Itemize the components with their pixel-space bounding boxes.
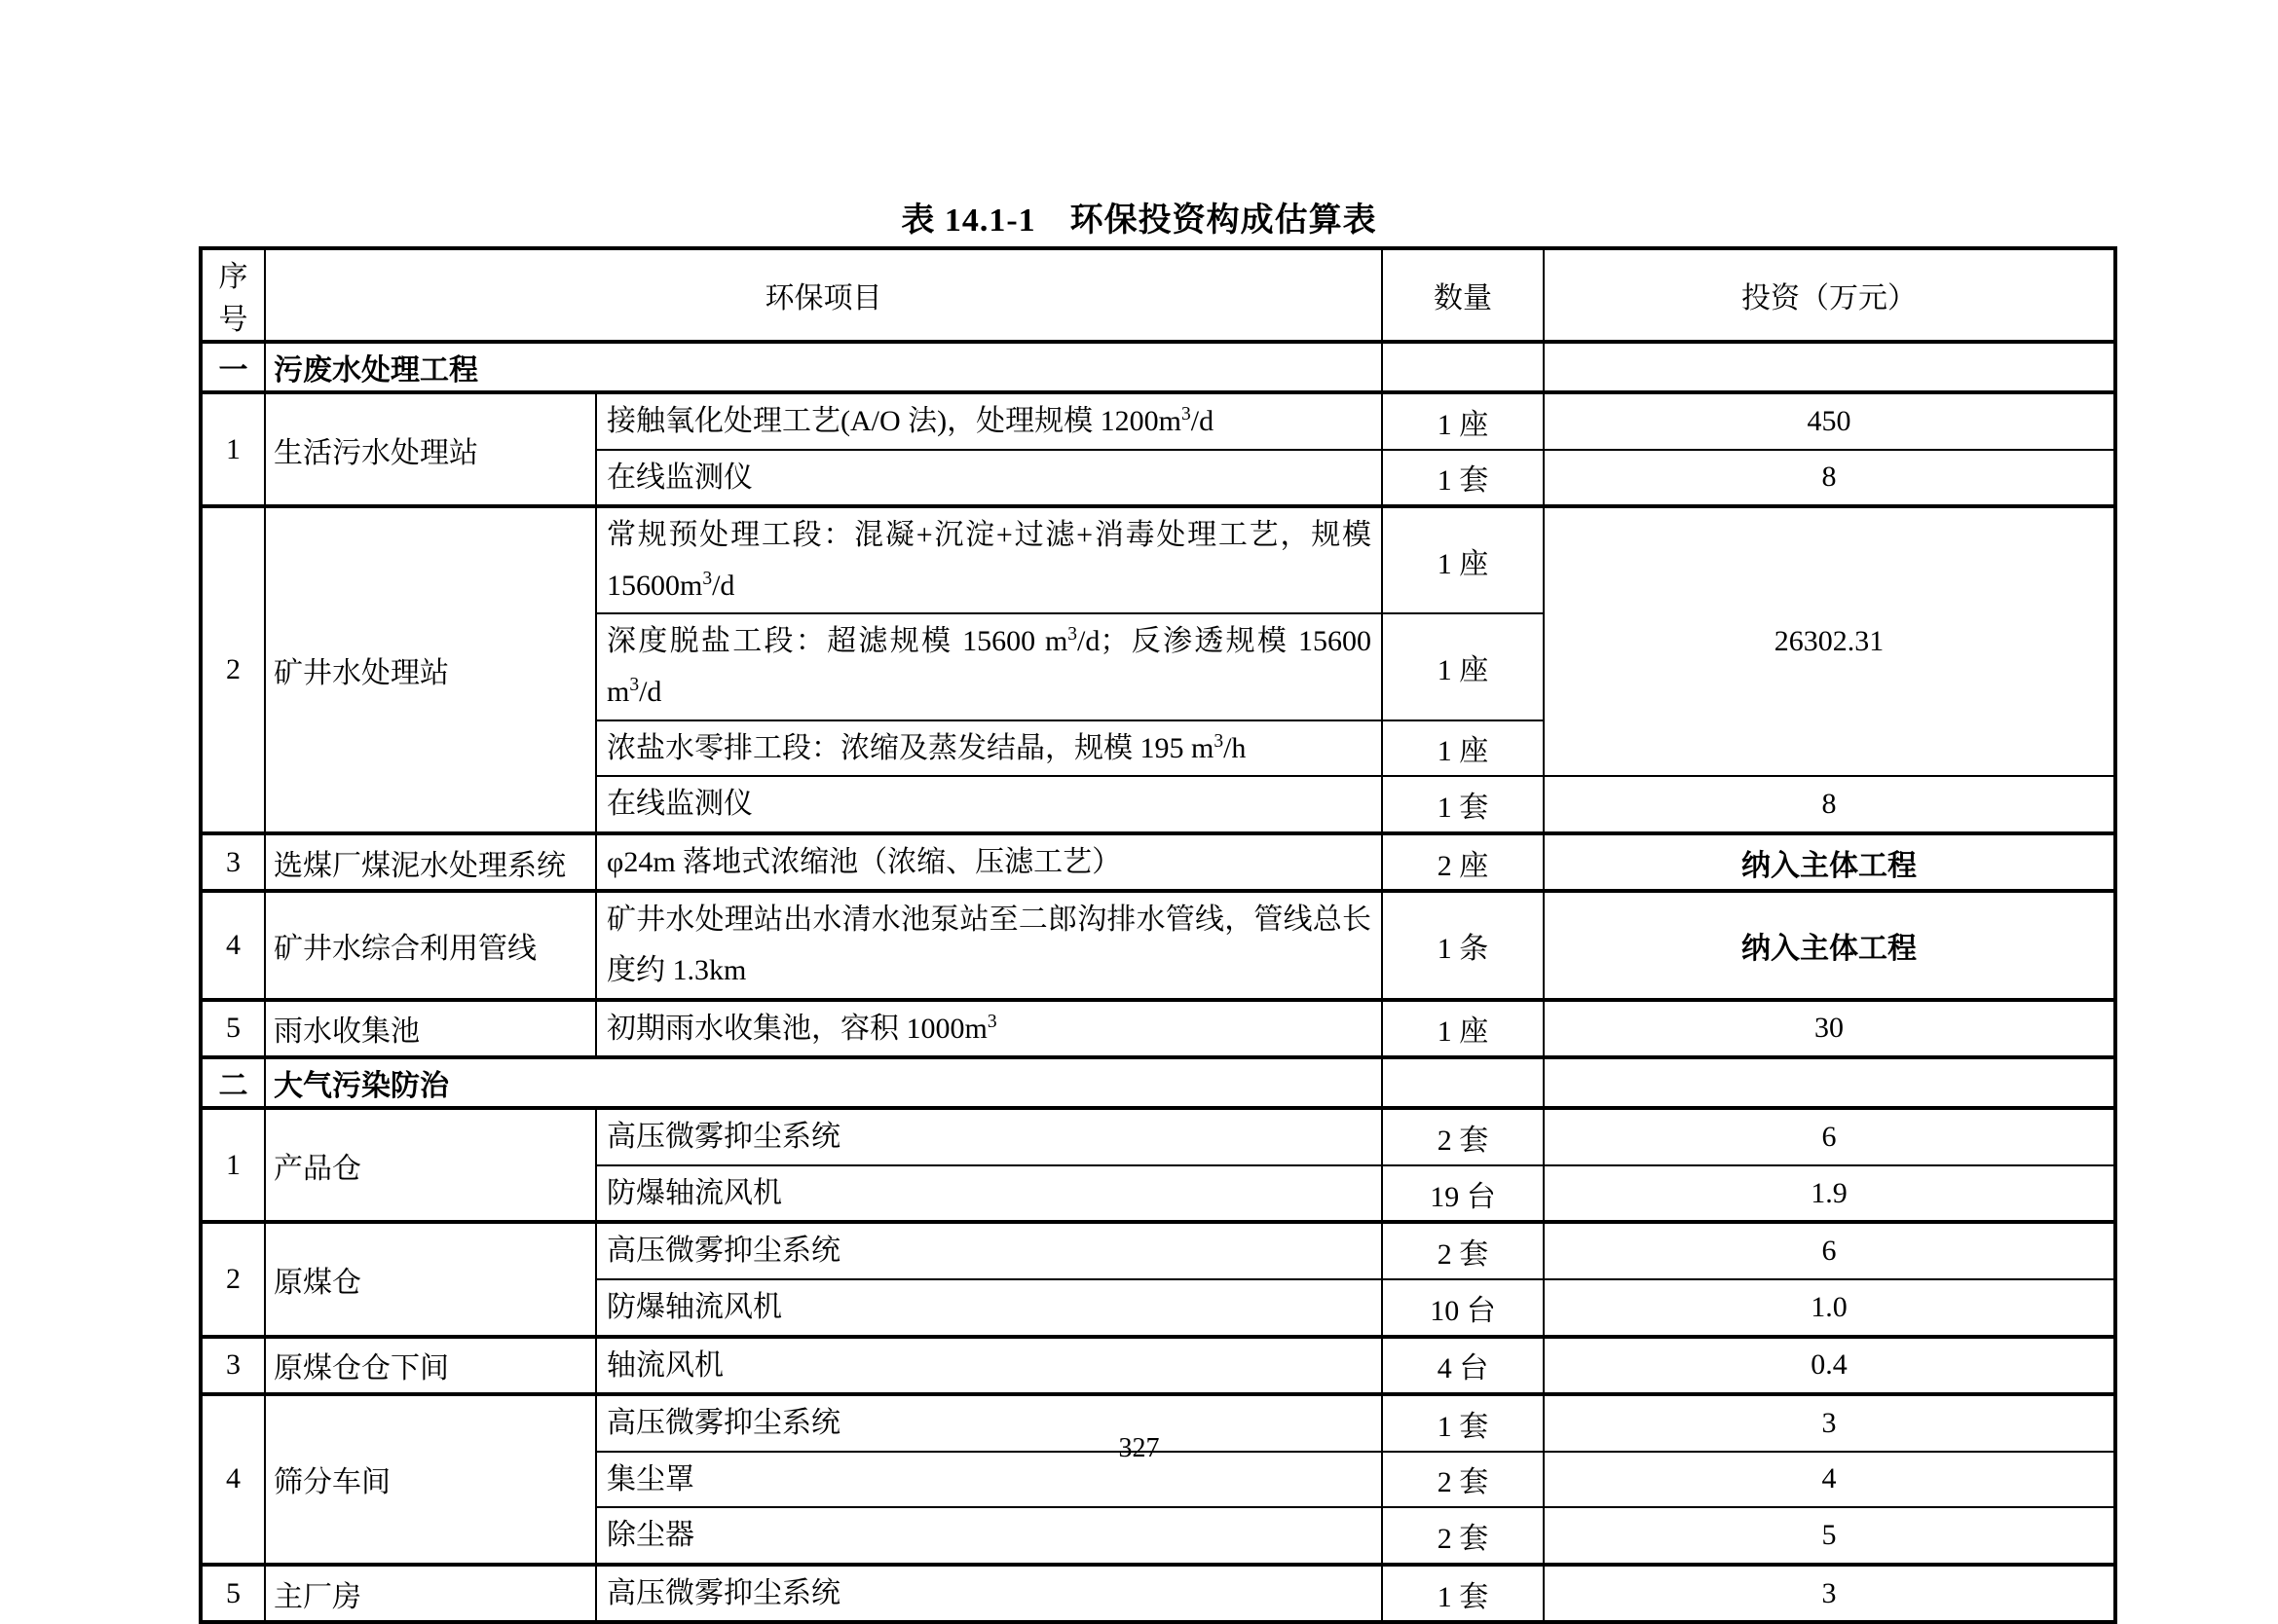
- cell-desc: 高压微雾抑尘系统: [596, 1222, 1382, 1279]
- cell-desc: 轴流风机: [596, 1337, 1382, 1395]
- cell-qty: 1 座: [1382, 613, 1544, 720]
- cell-section-title: 污废水处理工程: [265, 342, 1382, 392]
- cell-qty: 2 套: [1382, 1108, 1544, 1165]
- cell-desc: φ24m 落地式浓缩池（浓缩、压滤工艺）: [596, 833, 1382, 892]
- cell-desc: 常规预处理工段：混凝+沉淀+过滤+消毒处理工艺，规模 $15600m^3/d$: [596, 506, 1382, 613]
- cell-qty: 1 条: [1382, 891, 1544, 999]
- cell-qty: 4 台: [1382, 1337, 1544, 1395]
- header-quantity: 数量: [1382, 248, 1544, 342]
- cell-item-no: 4: [201, 1394, 265, 1565]
- cell-qty: 1 座: [1382, 506, 1544, 613]
- cell-item-name: 产品仓: [265, 1108, 596, 1222]
- cell-investment: 1.9: [1544, 1165, 2115, 1223]
- section-row: [201, 1057, 2115, 1108]
- header-investment: 投资（万元）: [1544, 248, 2115, 342]
- section-row: [201, 342, 2115, 392]
- cell-item-name: 矿井水综合利用管线: [265, 891, 596, 999]
- cell-investment: 3: [1544, 1565, 2115, 1623]
- cell-desc: 在线监测仪: [596, 450, 1382, 507]
- cell-qty: 1 套: [1382, 1394, 1544, 1452]
- cell-desc: 在线监测仪: [596, 776, 1382, 833]
- cell-investment: 4: [1544, 1452, 2115, 1508]
- table-row: [201, 1337, 2115, 1395]
- cell-investment: 30: [1544, 1000, 2115, 1058]
- cell-item-name: 雨水收集池: [265, 1000, 596, 1058]
- cell-investment: 450: [1544, 392, 2115, 450]
- table-row: [201, 1222, 2115, 1279]
- cell-desc: 除尘器: [596, 1507, 1382, 1565]
- cell-qty: 2 座: [1382, 833, 1544, 892]
- cell-item-name: 生活污水处理站: [265, 392, 596, 506]
- cell-desc: 高压微雾抑尘系统: [596, 1565, 1382, 1623]
- cell-item-name: 主厂房: [265, 1565, 596, 1623]
- cell-investment-empty: [1544, 1057, 2115, 1108]
- cell-qty: 1 套: [1382, 1565, 1544, 1623]
- cell-item-no: 3: [201, 1337, 265, 1395]
- cell-investment: 0.4: [1544, 1337, 2115, 1395]
- cell-qty: 19 台: [1382, 1165, 1544, 1223]
- cell-qty-empty: [1382, 342, 1544, 392]
- cell-qty: 2 套: [1382, 1452, 1544, 1508]
- cell-item-name: 原煤仓: [265, 1222, 596, 1336]
- cell-desc: 接触氧化处理工艺(A/O 法)，处理规模 $1200m^3/d$: [596, 392, 1382, 450]
- cell-desc: 浓盐水零排工段：浓缩及蒸发结晶，规模 195 $m^3/h$: [596, 720, 1382, 777]
- cell-qty: 1 座: [1382, 720, 1544, 777]
- table-row: [201, 392, 2115, 450]
- table-row: [201, 1108, 2115, 1165]
- cell-desc: 防爆轴流风机: [596, 1165, 1382, 1223]
- cell-investment-merged: 26302.31: [1544, 506, 2115, 776]
- table-title: 表 14.1-1 环保投资构成估算表: [901, 203, 1377, 239]
- page-number: 327: [1118, 1433, 1160, 1463]
- header-project: 环保项目: [265, 248, 1382, 342]
- cell-desc: 防爆轴流风机: [596, 1279, 1382, 1337]
- cell-qty: 1 座: [1382, 1000, 1544, 1058]
- cell-item-no: 3: [201, 833, 265, 892]
- cell-item-name: 矿井水处理站: [265, 506, 596, 833]
- cell-item-no: 1: [201, 392, 265, 506]
- header-row: [201, 248, 2115, 342]
- cell-item-no: 1: [201, 1108, 265, 1222]
- cell-item-no: 2: [201, 1222, 265, 1336]
- cell-investment: 8: [1544, 450, 2115, 507]
- cell-qty: 1 套: [1382, 776, 1544, 833]
- header-no: 序号: [201, 248, 265, 342]
- cell-item-no: 4: [201, 891, 265, 999]
- cell-item-name: 选煤厂煤泥水处理系统: [265, 833, 596, 892]
- cell-item-no: 5: [201, 1000, 265, 1058]
- cell-item-name: 原煤仓仓下间: [265, 1337, 596, 1395]
- cell-investment: 纳入主体工程: [1544, 833, 2115, 892]
- cell-item-no: 5: [201, 1565, 265, 1623]
- cell-qty: 2 套: [1382, 1222, 1544, 1279]
- cell-desc: 集尘罩: [596, 1452, 1382, 1508]
- cell-qty: 10 台: [1382, 1279, 1544, 1337]
- cell-desc: 高压微雾抑尘系统: [596, 1108, 1382, 1165]
- cell-item-name: 筛分车间: [265, 1394, 596, 1565]
- cell-qty: 2 套: [1382, 1507, 1544, 1565]
- table-row: [201, 891, 2115, 999]
- table-row: [201, 833, 2115, 892]
- table-row: [201, 1000, 2115, 1058]
- investment-estimate-table: [199, 246, 2117, 1624]
- cell-item-no: 2: [201, 506, 265, 833]
- table-row: [201, 506, 2115, 613]
- cell-section-no: 二: [201, 1057, 265, 1108]
- cell-investment: 3: [1544, 1394, 2115, 1452]
- cell-qty-empty: [1382, 1057, 1544, 1108]
- cell-qty: 1 座: [1382, 392, 1544, 450]
- table-row: [201, 1565, 2115, 1623]
- cell-qty: 1 套: [1382, 450, 1544, 507]
- cell-investment: 1.0: [1544, 1279, 2115, 1337]
- cell-investment: 8: [1544, 776, 2115, 833]
- cell-investment: 6: [1544, 1108, 2115, 1165]
- cell-investment: 6: [1544, 1222, 2115, 1279]
- cell-section-no: 一: [201, 342, 265, 392]
- cell-investment-empty: [1544, 342, 2115, 392]
- cell-investment: 5: [1544, 1507, 2115, 1565]
- cell-desc: 初期雨水收集池，容积 $1000m^3$: [596, 1000, 1382, 1058]
- cell-desc: 矿井水处理站出水清水池泵站至二郎沟排水管线，管线总长度约 1.3km: [596, 891, 1382, 999]
- cell-desc: 深度脱盐工段：超滤规模 15600 $m^3/d$；反渗透规模 15600 $m^3/d$: [596, 613, 1382, 720]
- cell-section-title: 大气污染防治: [265, 1057, 1382, 1108]
- cell-desc: 高压微雾抑尘系统: [596, 1394, 1382, 1452]
- cell-investment: 纳入主体工程: [1544, 891, 2115, 999]
